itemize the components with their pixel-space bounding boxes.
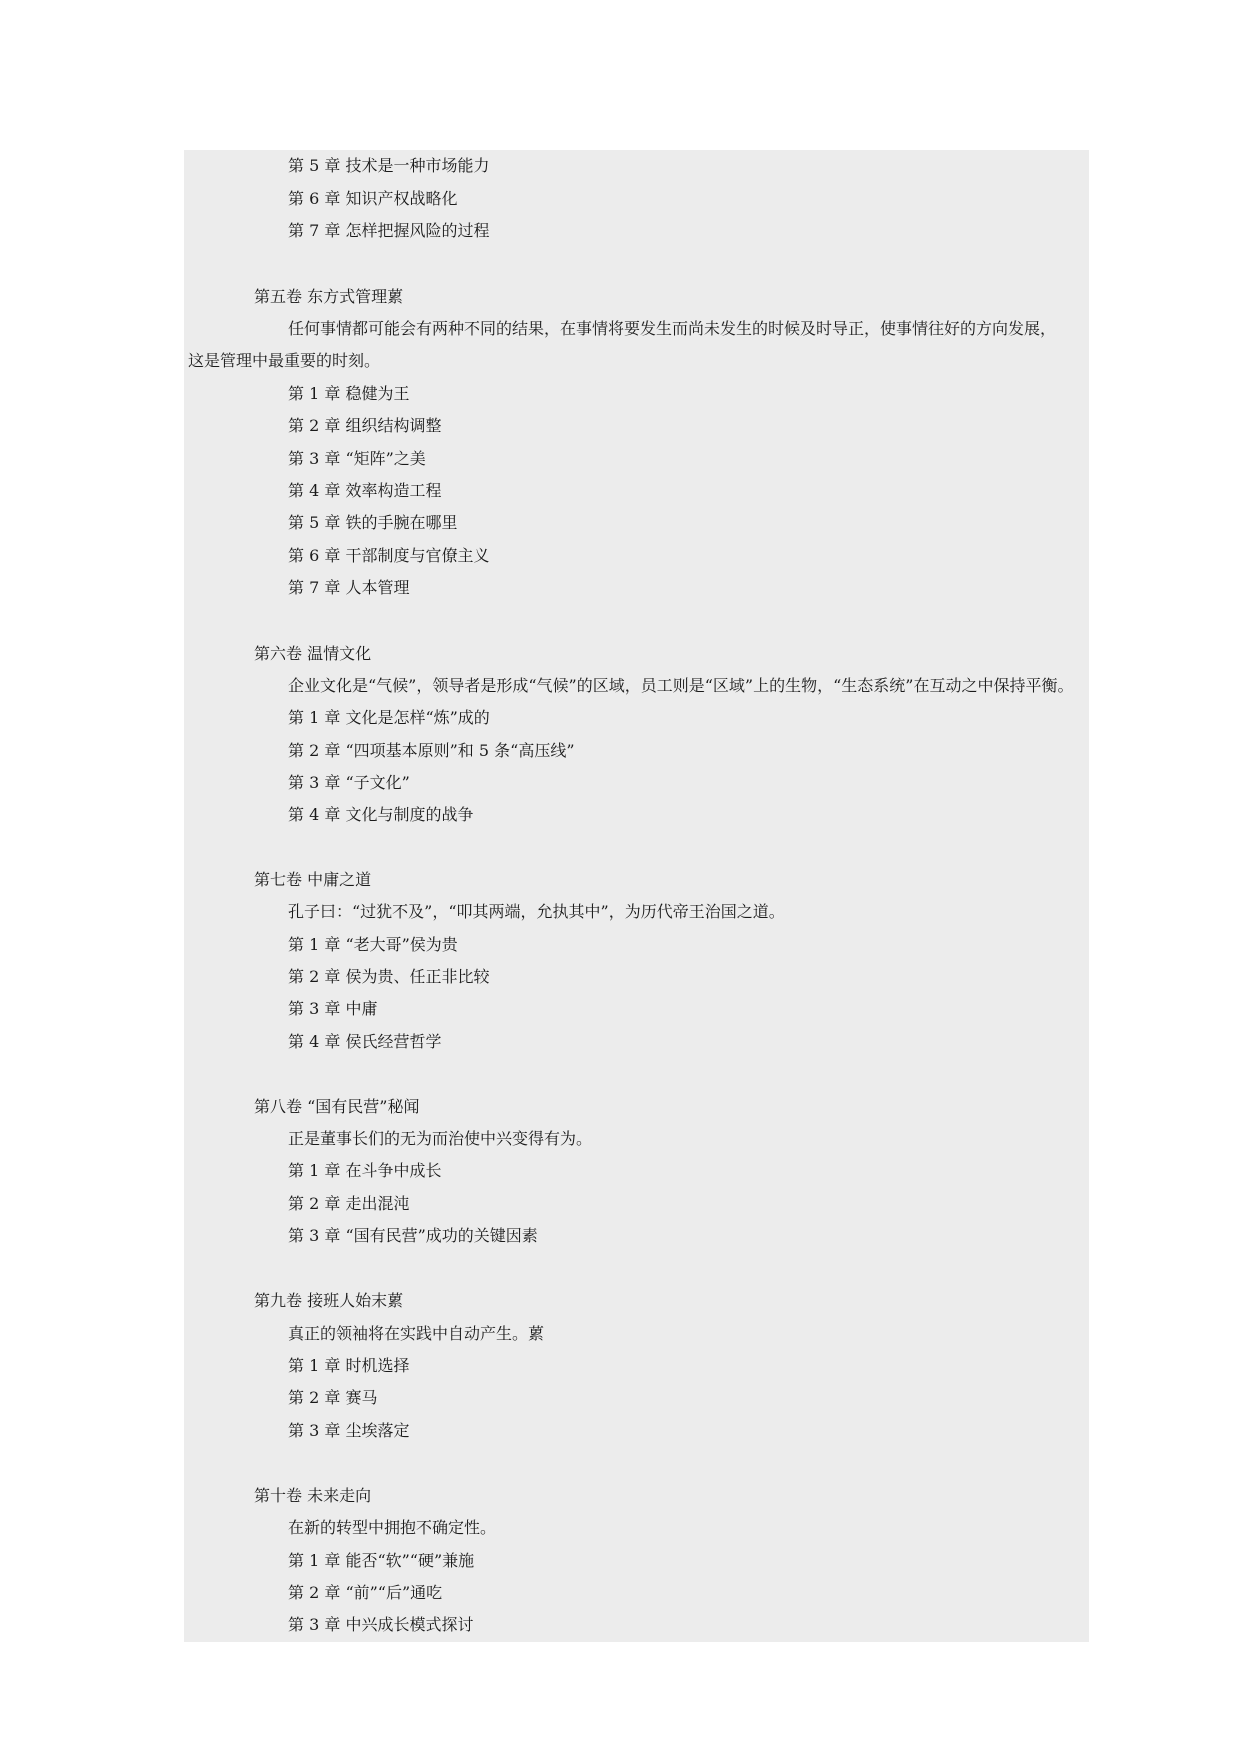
chapter-line: 第 4 章 文化与制度的战争 — [288, 805, 474, 824]
chapter-line: 第 1 章 时机选择 — [288, 1356, 410, 1375]
chapter-line: 第 1 章 稳健为王 — [288, 384, 410, 403]
chapter-line: 第 7 章 人本管理 — [288, 578, 410, 597]
chapter-line: 第 2 章 组织结构调整 — [288, 416, 442, 435]
volume-description-continued: 这是管理中最重要的时刻。 — [188, 351, 381, 370]
chapter-line: 第 3 章 中庸 — [288, 999, 378, 1018]
chapter-line: 第 1 章 在斗争中成长 — [288, 1161, 442, 1180]
volume-description: 孔子曰：“过犹不及”，“叩其两端，允执其中”，为历代帝王治国之道。 — [288, 902, 785, 921]
volume-heading: 第八卷 “国有民营”秘闻 — [254, 1097, 420, 1116]
chapter-line: 第 7 章 怎样把握风险的过程 — [288, 221, 490, 240]
chapter-line: 第 2 章 “四项基本原则”和 5 条“高压线” — [288, 741, 575, 760]
volume-description: 任何事情都可能会有两种不同的结果，在事情将要发生而尚未发生的时候及时导正，使事情往好的方向发展， — [288, 319, 1057, 338]
chapter-line: 第 4 章 侯氏经营哲学 — [288, 1032, 442, 1051]
chapter-line: 第 2 章 赛马 — [288, 1388, 378, 1407]
chapter-line: 第 2 章 侯为贵、任正非比较 — [288, 967, 490, 986]
volume-heading: 第九卷 接班人始末蔂 — [254, 1291, 404, 1310]
chapter-line: 第 3 章 “子文化” — [288, 773, 410, 792]
volume-heading: 第七卷 中庸之道 — [254, 870, 372, 889]
volume-heading: 第十卷 未来走向 — [254, 1486, 372, 1505]
volume-heading: 第五卷 东方式管理蔂 — [254, 287, 404, 306]
volume-description: 企业文化是“气候”，领导者是形成“气候”的区域，员工则是“区域”上的生物，“生态系统”在互动之中保持平衡。 — [288, 676, 1074, 695]
chapter-line: 第 1 章 能否“软”“硬”兼施 — [288, 1551, 475, 1570]
chapter-line: 第 3 章 中兴成长模式探讨 — [288, 1615, 474, 1634]
chapter-line: 第 5 章 技术是一种市场能力 — [288, 156, 490, 175]
chapter-line: 第 2 章 走出混沌 — [288, 1194, 410, 1213]
chapter-line: 第 1 章 文化是怎样“炼”成的 — [288, 708, 490, 727]
chapter-line: 第 3 章 “国有民营”成功的关键因素 — [288, 1226, 538, 1245]
chapter-line: 第 3 章 尘埃落定 — [288, 1421, 410, 1440]
chapter-line: 第 3 章 “矩阵”之美 — [288, 449, 426, 468]
volume-description: 正是董事长们的无为而治使中兴变得有为。 — [288, 1129, 593, 1148]
volume-description: 真正的领袖将在实践中自动产生。蔂 — [288, 1324, 545, 1343]
content-panel — [184, 150, 1089, 1642]
chapter-line: 第 5 章 铁的手腕在哪里 — [288, 513, 458, 532]
chapter-line: 第 6 章 知识产权战略化 — [288, 189, 458, 208]
chapter-line: 第 6 章 干部制度与官僚主义 — [288, 546, 490, 565]
volume-heading: 第六卷 温情文化 — [254, 644, 372, 663]
volume-description: 在新的转型中拥抱不确定性。 — [288, 1518, 497, 1537]
chapter-line: 第 4 章 效率构造工程 — [288, 481, 442, 500]
chapter-line: 第 1 章 “老大哥”侯为贵 — [288, 935, 458, 954]
chapter-line: 第 2 章 “前”“后”通吃 — [288, 1583, 443, 1602]
